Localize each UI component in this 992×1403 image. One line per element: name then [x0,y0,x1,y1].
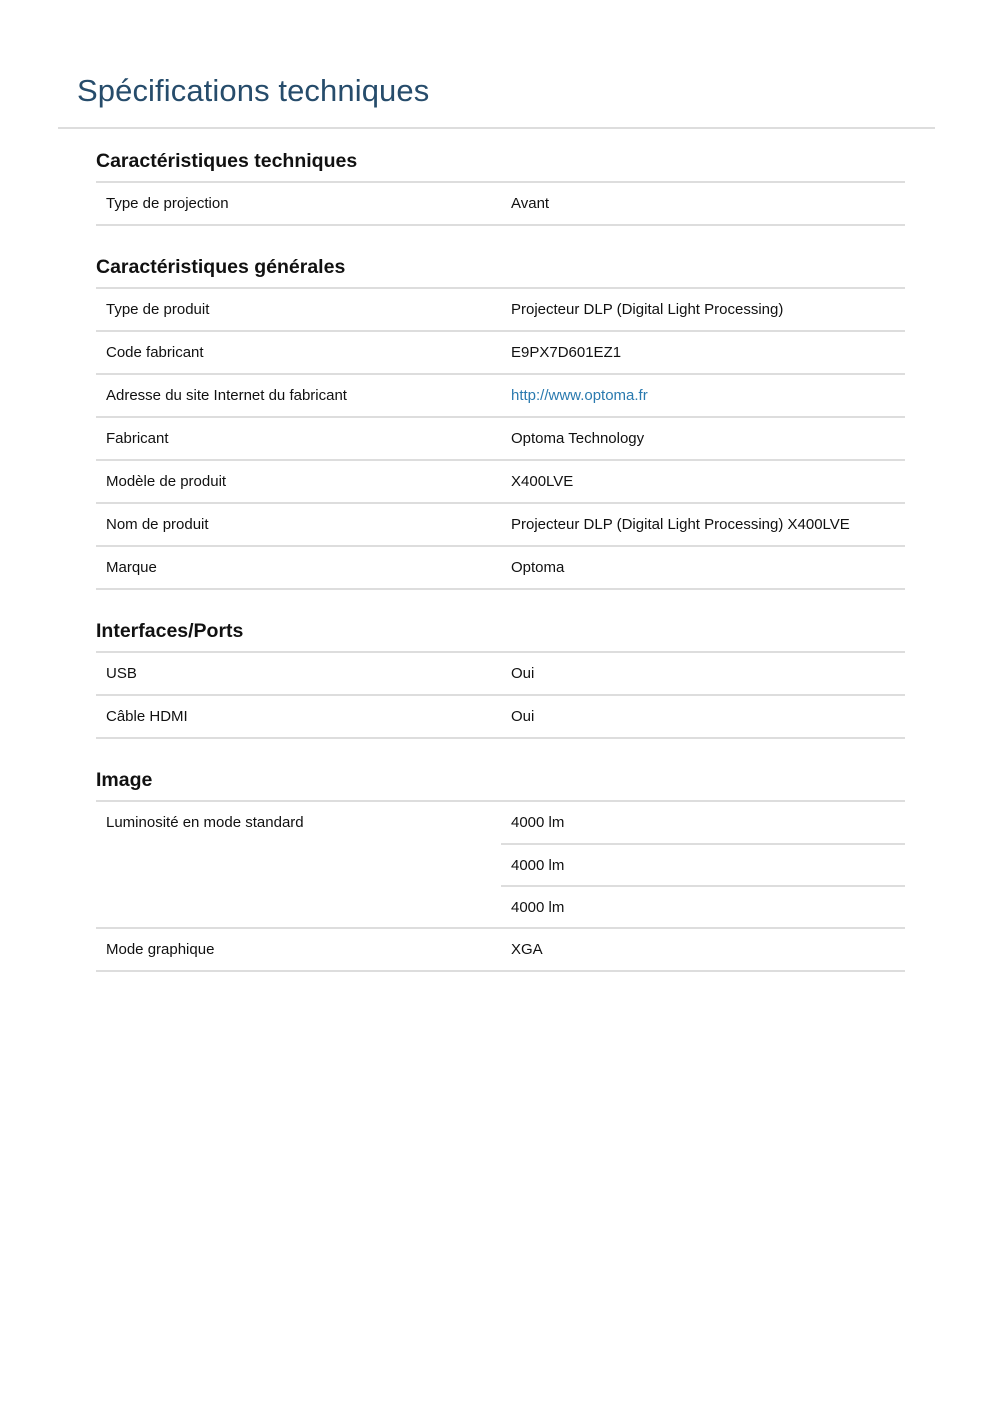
spec-label: Fabricant [106,430,169,447]
spec-values [501,547,905,588]
spec-row [96,547,905,590]
spec-label: Type de projection [106,195,229,212]
spec-row [96,375,905,418]
spec-row [96,696,905,739]
spec-value: Avant [511,195,550,212]
spec-values [501,929,905,970]
spec-value: X400LVE [511,473,574,490]
spec-values [501,504,905,545]
spec-row [96,802,905,929]
spec-value: Optoma Technology [511,430,645,447]
spec-values [501,653,905,694]
spec-label: Mode graphique [106,941,215,958]
spec-values [501,375,905,416]
spec-values [501,696,905,737]
spec-value: Oui [511,708,535,725]
spec-value: 4000 lm [501,885,905,927]
section-title: Interfaces/Ports [96,610,905,653]
spec-value: Oui [511,665,535,682]
spec-values [501,802,905,927]
title-divider [58,127,935,129]
spec-row [96,653,905,696]
spec-sections [96,140,905,992]
spec-label: Luminosité en mode standard [106,814,304,831]
spec-label: Type de produit [106,301,210,318]
spec-label: Câble HDMI [106,708,188,725]
section-title: Image [96,759,905,802]
spec-value: 4000 lm [511,814,565,831]
spec-label: Adresse du site Internet du fabricant [106,387,347,404]
spec-values [501,183,905,224]
spec-value: Optoma [511,559,565,576]
spec-value: 4000 lm [501,843,905,885]
spec-row [96,418,905,461]
section-title: Caractéristiques techniques [96,140,905,183]
section-caracteristiques-generales [96,246,905,590]
section-interfaces-ports [96,610,905,739]
section-caracteristiques-techniques [96,140,905,226]
spec-row [96,504,905,547]
section-title: Caractéristiques générales [96,246,905,289]
spec-label: Nom de produit [106,516,209,533]
spec-label: Modèle de produit [106,473,227,490]
spec-label: USB [106,665,137,682]
spec-value: XGA [511,941,543,958]
spec-row [96,929,905,972]
manufacturer-website-link[interactable]: http://www.optoma.fr [511,387,648,404]
spec-label: Code fabricant [106,344,204,361]
spec-values [501,289,905,330]
spec-value: E9PX7D601EZ1 [511,344,622,361]
spec-values [501,461,905,502]
spec-values [501,332,905,373]
spec-row [96,332,905,375]
spec-value: Projecteur DLP (Digital Light Processing) [511,301,784,318]
page-title: Spécifications techniques [77,73,430,108]
spec-row [96,289,905,332]
spec-row [96,183,905,226]
spec-values [501,418,905,459]
spec-label: Marque [106,559,157,576]
spec-value: Projecteur DLP (Digital Light Processing) X400LVE [511,516,850,533]
spec-row [96,461,905,504]
section-image [96,759,905,972]
